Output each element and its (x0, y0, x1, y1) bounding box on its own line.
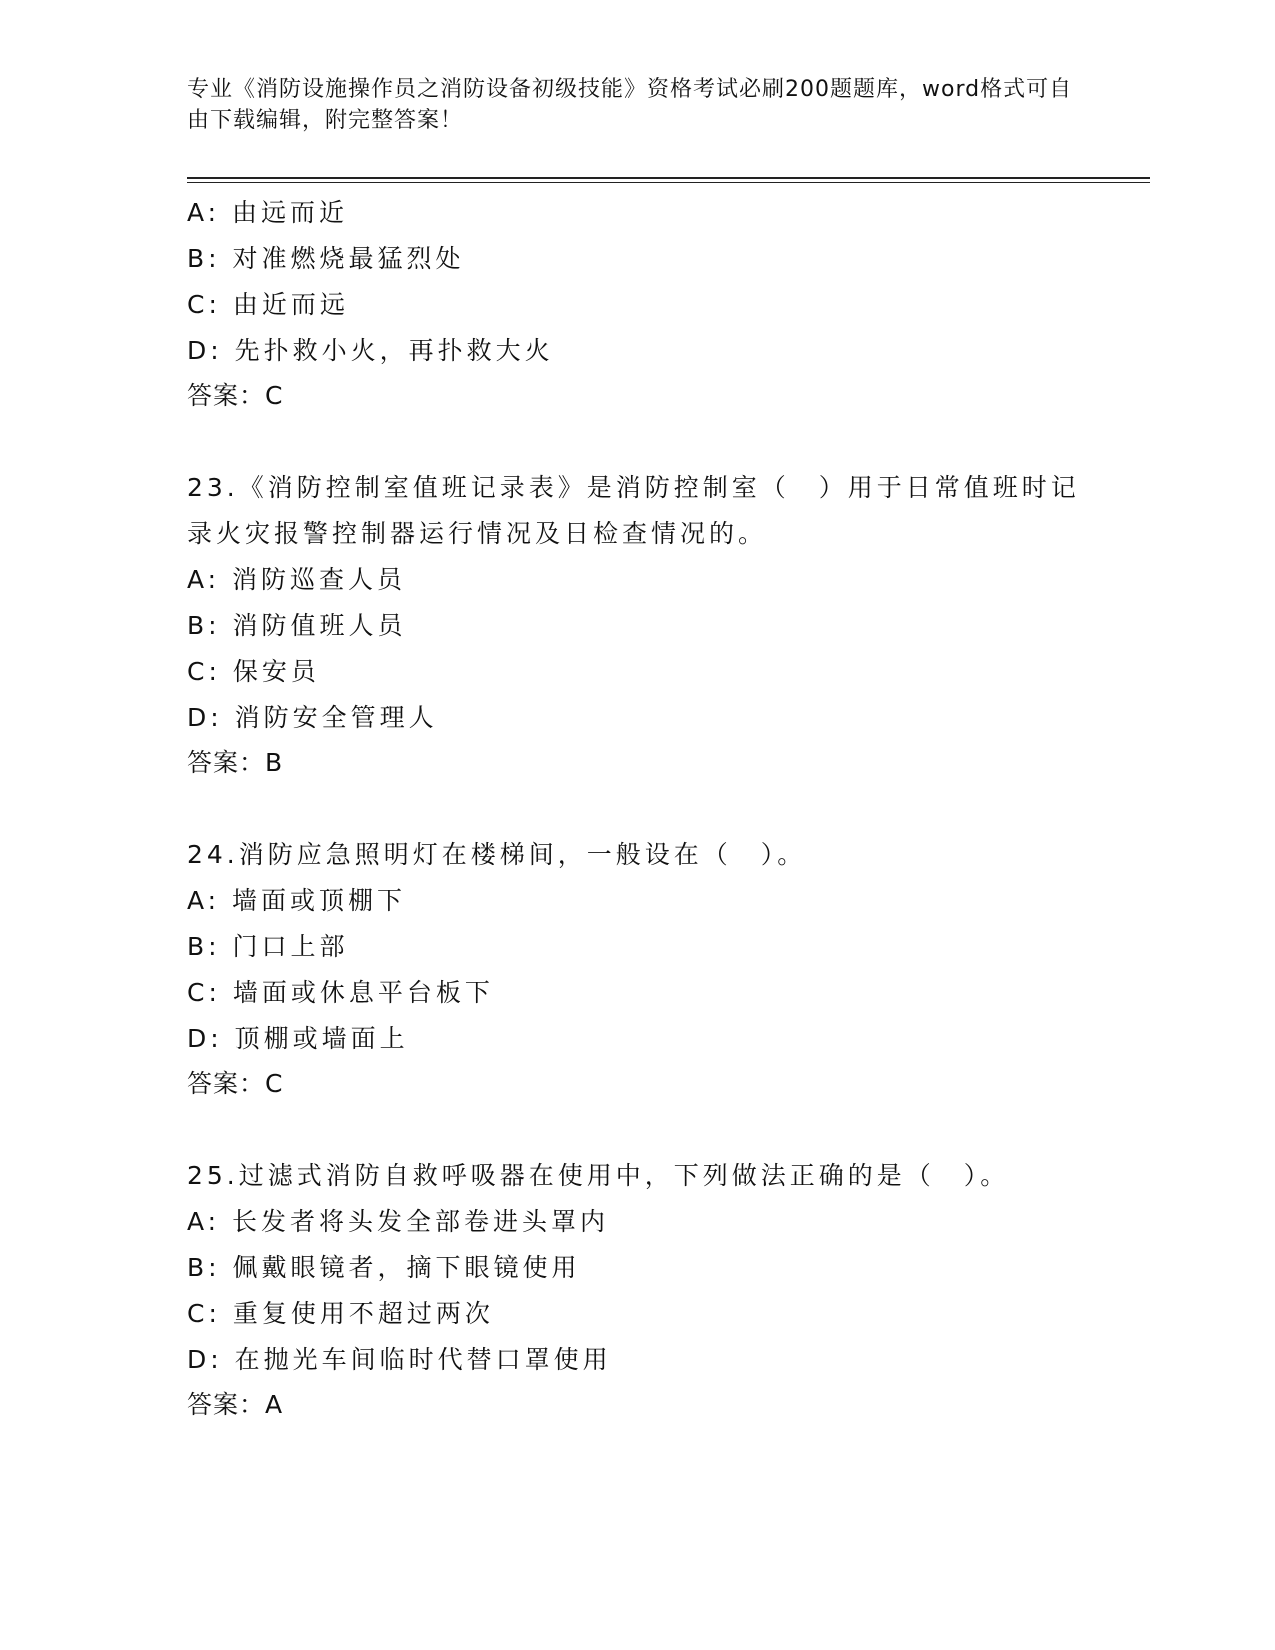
option-a: A: 墙面或顶棚下 (187, 886, 407, 915)
question-text: 23.《消防控制室值班记录表》是消防控制室（ ）用于日常值班时记录火灾报警控制器运行情况及日检查情况的。 (187, 473, 1080, 548)
option-b: B: 对准燃烧最猛烈处 (187, 244, 465, 273)
question-25 (187, 1153, 1087, 1427)
option-c: C: 墙面或休息平台板下 (187, 978, 494, 1007)
option-d: D: 消防安全管理人 (187, 703, 438, 732)
option-a: A: 由远而近 (187, 198, 349, 227)
question-23 (187, 465, 1087, 785)
answer: 答案：B (187, 748, 284, 777)
spacer (187, 1106, 1087, 1153)
question-text: 24.消防应急照明灯在楼梯间，一般设在（ ）。 (187, 840, 807, 869)
answer: 答案：C (187, 381, 284, 410)
header-rule-thick (187, 177, 1150, 179)
question-22-continued (187, 190, 1087, 418)
answer: 答案：A (187, 1390, 284, 1419)
answer: 答案：C (187, 1069, 284, 1098)
option-b: B: 佩戴眼镜者，摘下眼镜使用 (187, 1253, 581, 1282)
option-d: D: 先扑救小火，再扑救大火 (187, 336, 554, 365)
option-c: C: 由近而远 (187, 290, 349, 319)
option-c: C: 保安员 (187, 657, 320, 686)
option-b: B: 门口上部 (187, 932, 349, 961)
option-a: A: 消防巡查人员 (187, 565, 407, 594)
question-list (187, 190, 1087, 1427)
option-d: D: 在抛光车间临时代替口罩使用 (187, 1345, 612, 1374)
spacer (187, 418, 1087, 465)
option-b: B: 消防值班人员 (187, 611, 407, 640)
option-a: A: 长发者将头发全部卷进头罩内 (187, 1207, 610, 1236)
question-24 (187, 832, 1087, 1106)
question-text: 25.过滤式消防自救呼吸器在使用中，下列做法正确的是（ ）。 (187, 1161, 1010, 1190)
page-header: 专业《消防设施操作员之消防设备初级技能》资格考试必刷200题题库，word格式可自由下载编辑，附完整答案！ (187, 77, 1073, 133)
header-rule-thin (187, 182, 1150, 183)
spacer (187, 785, 1087, 832)
option-c: C: 重复使用不超过两次 (187, 1299, 494, 1328)
option-d: D: 顶棚或墙面上 (187, 1024, 409, 1053)
